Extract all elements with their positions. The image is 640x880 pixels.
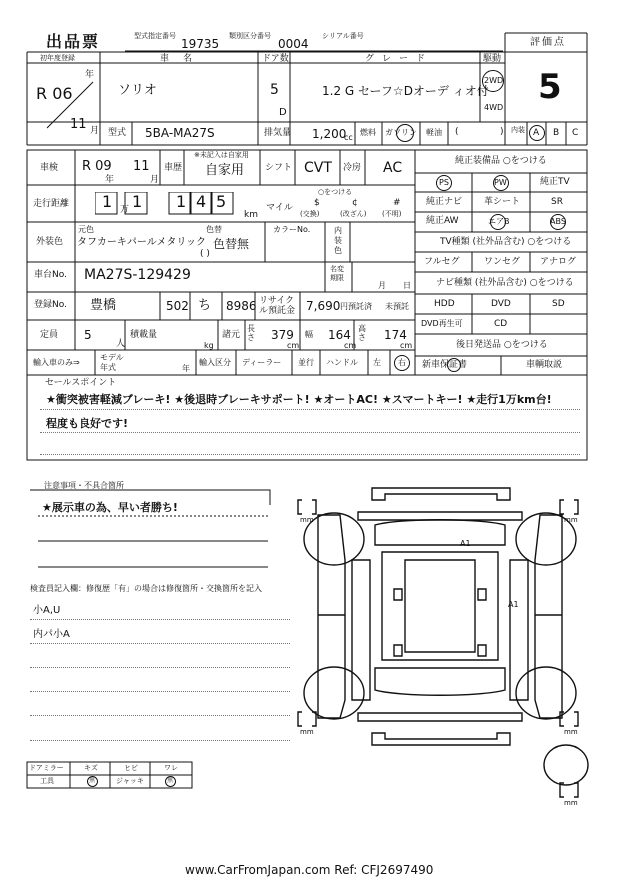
handle-label: ハンドル — [326, 358, 358, 367]
load-label: 積載量 — [130, 330, 158, 340]
table-row-jack: ジャッキ — [116, 777, 144, 785]
import-parallel: 並行 — [298, 358, 314, 367]
meter-altered-sub: (改ざん) — [340, 210, 367, 218]
inspection-label: 車検 — [40, 163, 59, 173]
car-name-label: 車名 — [160, 54, 207, 64]
equip-pw: PW — [494, 178, 507, 187]
name-change-label: 名変期限 — [330, 265, 344, 282]
later-title: 後日発送品 ○をつける — [456, 340, 548, 350]
usage-label: 車歴 — [164, 163, 183, 173]
tv-oneseg: ワンセグ — [484, 257, 521, 267]
damage-mark-2: A1 — [508, 600, 519, 609]
mileage-km: km — [244, 210, 258, 220]
load-kg: kg — [204, 341, 214, 350]
grade-label: グレード — [365, 54, 434, 64]
nav-cd: CD — [494, 319, 508, 329]
year-unit: 年 — [85, 70, 95, 80]
name-change-month: 月 — [378, 281, 386, 290]
height: 174 — [384, 328, 407, 342]
notes-rule — [30, 643, 290, 644]
sales-line-1: ★衝突被害軽減ブレーキ! ★後退時ブレーキサポート! ★オートAC! ★スマートキー! ★走行1万km台! — [46, 393, 552, 406]
dims-label: 諸元 — [222, 330, 241, 340]
tv-title: TV種類 (社外品含む) ○をつける — [440, 237, 572, 247]
color-label: 外装色 — [36, 237, 64, 247]
equip-nav: 純正ナビ — [426, 197, 463, 207]
model: 5BA-MA27S — [145, 126, 215, 140]
equip-airbag: エアB — [488, 217, 510, 226]
type-no: 19735 — [181, 37, 220, 51]
table-header-scratch: キズ — [84, 764, 98, 772]
meter-mile: マイル — [266, 203, 293, 213]
drive-label: 駆動 — [483, 54, 502, 64]
car-body-diagram — [298, 488, 588, 797]
handle-left: 左 — [373, 358, 381, 367]
equip-abs: ABS — [550, 217, 566, 226]
notes-line-1: ★展示車の為、早い者勝ち! — [42, 501, 178, 514]
class-no: 0004 — [278, 37, 309, 51]
sales-rule-1 — [40, 409, 580, 410]
fuel-circle — [396, 124, 414, 142]
tv-analog: アナログ — [540, 257, 577, 267]
import-class-label: 輸入区分 — [199, 358, 231, 367]
meter-note: ○をつける — [318, 188, 353, 196]
import-dealer: ディーラー — [242, 358, 282, 367]
interior-color-label: 内装色 — [334, 226, 342, 255]
footer-ref: www.CarFromJapan.com Ref: CFJ2697490 — [185, 863, 434, 877]
reg-kana: ち — [198, 298, 212, 313]
nav-sd: SD — [552, 299, 565, 309]
notes-rule — [30, 740, 290, 741]
doors: 5 — [270, 82, 279, 98]
drive-2wd: 2WD — [484, 76, 504, 85]
mileage-digit: 1 — [102, 192, 113, 211]
orig-color-label: 元色 — [78, 225, 94, 234]
equip-ps: PS — [439, 178, 449, 187]
car-name: ソリオ — [118, 83, 157, 98]
first-reg-label: 初年度登録 — [40, 54, 75, 62]
nav-dvd-play: DVD再生可 — [421, 319, 463, 328]
equip-tv: 純正TV — [540, 177, 570, 187]
later-manual: 車輌取説 — [526, 360, 563, 370]
width: 164 — [328, 328, 351, 342]
recycle-none: 未預託 — [385, 302, 409, 311]
mileage-label: 走行距離 — [33, 199, 70, 209]
orig-color: タフカーキパールメタリック — [77, 237, 206, 248]
fuel-gasoline: ガソリン — [385, 128, 417, 137]
notes-rule — [30, 715, 290, 716]
tools-mark: 無 — [89, 777, 96, 784]
fuel-label: 燃料 — [360, 128, 376, 137]
grade: 1.2 G セーフ☆Dオーデ ィオ付 — [322, 84, 489, 98]
score-label: 評価点 — [530, 37, 566, 48]
inspector-label: 検査員記入欄：修復歴「有」の場合は修復箇所・交換箇所を記入 — [30, 584, 262, 593]
inspection-month: 11 — [133, 159, 150, 174]
recycle-label: リサイクル預託金 — [259, 296, 296, 316]
nav-hdd: HDD — [434, 299, 455, 309]
type-no-label: 型式指定番号 — [134, 32, 176, 40]
recycle-amount: 7,690 — [306, 299, 341, 313]
interior-label: 内装 — [511, 126, 525, 134]
fuel-paren-close: ) — [500, 127, 504, 137]
mm-label: mm — [300, 516, 314, 524]
height-cm: cm — [400, 341, 413, 350]
header-underlines — [125, 32, 503, 52]
capacity: 5 — [84, 328, 92, 342]
width-label: 幅 — [305, 330, 313, 339]
factory-title: 純正装備品 ○をつける — [455, 156, 547, 166]
table-header-crack: ヒビ — [124, 764, 138, 772]
equip-sr: SR — [551, 197, 563, 207]
displacement-label: 排気量 — [264, 128, 292, 138]
sales-line-2: 程度も良好です! — [46, 417, 129, 430]
handle-right: 右 — [398, 358, 406, 367]
cc-unit: cc — [344, 133, 353, 142]
serial-label: シリアル番号 — [322, 32, 364, 40]
inspection: R 09 — [82, 159, 112, 174]
table-header-break: ワレ — [164, 764, 178, 772]
ac: AC — [383, 160, 403, 176]
interior-grade-b: B — [553, 128, 560, 138]
form-title: 出品票 — [46, 32, 101, 51]
model-label: 型式 — [108, 128, 127, 138]
capacity-label: 定員 — [40, 330, 59, 340]
meter-exchange-sub: (交換) — [300, 210, 320, 218]
name-change-day: 日 — [403, 281, 411, 290]
mileage-digit: 4 — [196, 192, 207, 211]
reg-class: 502 — [166, 299, 189, 313]
notes-rule — [30, 619, 290, 620]
month-unit: 月 — [90, 126, 100, 136]
shift-label: シフト — [265, 163, 293, 173]
inspection-month-unit: 月 — [150, 175, 160, 185]
recycle-unit: 円預託済 — [340, 302, 372, 311]
color-code-paren: ( ) — [200, 249, 210, 259]
first-reg-month: 11 — [70, 117, 87, 132]
mm-label: mm — [564, 799, 578, 807]
mileage-man-unit: 万 — [120, 205, 130, 215]
nav-title: ナビ種類 (社外品含む) ○をつける — [436, 278, 574, 288]
height-label: 高さ — [358, 324, 366, 342]
mm-label: mm — [564, 728, 578, 736]
tv-fullseg: フルセグ — [424, 257, 460, 267]
length-label: 長さ — [247, 324, 255, 342]
equip-leather: 革シート — [484, 197, 521, 207]
mileage-digit: 5 — [216, 192, 227, 211]
later-warranty: 新車保証書 — [422, 360, 468, 370]
meter-unknown: # — [393, 198, 401, 208]
mm-label: mm — [564, 516, 578, 524]
inspection-year-unit: 年 — [105, 175, 115, 185]
shift: CVT — [304, 160, 332, 176]
doors-label: ドア数 — [262, 54, 289, 64]
sales-rule-3 — [40, 454, 580, 455]
usage: 自家用 — [205, 163, 245, 178]
fuel-paren-open: ( — [455, 127, 459, 137]
notes-rule — [30, 691, 290, 692]
jack-mark: 無 — [167, 777, 174, 784]
meter-exchange: $ — [314, 198, 320, 208]
mileage-digit: 1 — [176, 192, 187, 211]
notes-line-3: 内パ小A — [33, 629, 70, 640]
mileage-boxes — [95, 192, 235, 216]
chassis-label: 車台No. — [34, 270, 67, 280]
class-no-label: 類別区分番号 — [229, 32, 271, 40]
reg-area: 豊橋 — [90, 298, 117, 313]
interior-grade-a: A — [533, 128, 540, 138]
first-reg-year: R 06 — [36, 84, 73, 103]
color-code-label: 色替 — [206, 225, 222, 234]
reg-number: 8986 — [226, 299, 257, 313]
damage-mark-1: A1 — [460, 539, 471, 548]
usage-note: ※未記入は自家用 — [194, 151, 249, 159]
color-no-label: カラーNo. — [273, 225, 311, 234]
score: 5 — [538, 67, 562, 107]
notes-rule — [30, 667, 290, 668]
fuel-diesel-label: 軽油 — [426, 128, 442, 137]
width-cm: cm — [344, 341, 357, 350]
meter-altered: ¢ — [352, 198, 358, 208]
model-year-label: モデル年式 — [100, 353, 124, 372]
drive-4wd: 4WD — [484, 103, 504, 112]
equip-aw: 純正AW — [426, 216, 459, 226]
model-year-unit: 年 — [182, 364, 190, 373]
mm-label: mm — [300, 728, 314, 736]
displacement: 1,200 — [312, 127, 347, 141]
import-label: 輸入車のみ⇒ — [33, 358, 80, 367]
color-code: 色替無 — [213, 237, 250, 251]
notes-label: 注意事項・不具合箇所 — [44, 481, 124, 490]
length: 379 — [271, 328, 294, 342]
meter-unknown-sub: (不明) — [382, 210, 402, 218]
notes-line-2: 小A,U — [33, 605, 61, 616]
reg-label: 登録No. — [34, 300, 67, 310]
sales-label: セールスポイント — [45, 378, 117, 388]
table-header-mirror: ドアミラー — [29, 764, 64, 772]
length-cm: cm — [287, 341, 300, 350]
interior-grade-c: C — [572, 128, 579, 138]
mileage-digit: 1 — [132, 192, 143, 211]
table-row-tools: 工具 — [40, 777, 54, 785]
sales-rule-2 — [40, 432, 580, 433]
chassis: MA27S-129429 — [84, 267, 191, 283]
door-type: D — [279, 107, 287, 118]
ac-label: 冷房 — [343, 163, 362, 173]
nav-dvd: DVD — [491, 299, 511, 309]
capacity-unit: 人 — [116, 339, 126, 349]
